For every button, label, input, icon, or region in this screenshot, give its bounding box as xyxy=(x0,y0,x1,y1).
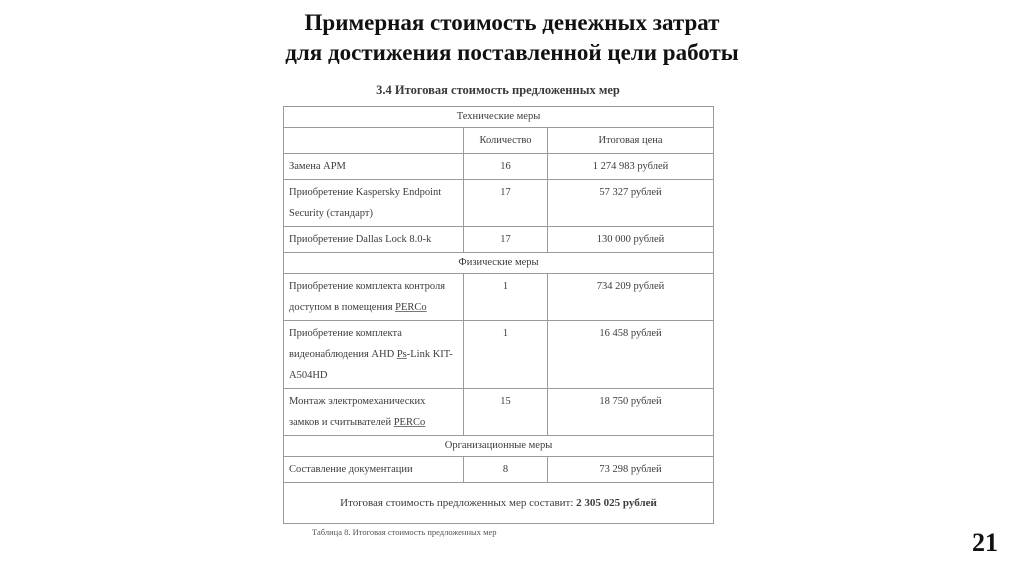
total-cell xyxy=(284,483,714,524)
section-label-physical: Физические меры xyxy=(284,253,714,274)
row-name-text: Приобретение комплекта видеонаблюдения AHD xyxy=(289,328,402,360)
row-quantity: 16 xyxy=(464,154,548,180)
row-quantity: 8 xyxy=(464,457,548,483)
section-label-organizational: Организационные меры xyxy=(284,436,714,457)
row-price: 130 000 рублей xyxy=(548,227,714,253)
table-row xyxy=(284,180,714,227)
table-row xyxy=(284,274,714,321)
row-name: Приобретение Kaspersky Endpoint Security (стандарт) xyxy=(284,180,464,227)
page-number: 21 xyxy=(972,528,998,557)
section-label-technical: Технические меры xyxy=(284,107,714,128)
row-quantity: 17 xyxy=(464,180,548,227)
row-price: 734 209 рублей xyxy=(548,274,714,321)
total-value: 2 305 025 рублей xyxy=(576,496,657,509)
row-name-text: Монтаж электромеханических замков и считывателей xyxy=(289,396,426,428)
table-row xyxy=(284,227,714,253)
row-price: 16 458 рублей xyxy=(548,321,714,389)
table-row xyxy=(284,457,714,483)
row-name xyxy=(284,321,464,389)
cost-table xyxy=(283,106,714,524)
row-quantity: 17 xyxy=(464,227,548,253)
row-name-brand: PERCo xyxy=(393,417,426,428)
table-row xyxy=(284,154,714,180)
row-name xyxy=(284,274,464,321)
row-price: 18 750 рублей xyxy=(548,389,714,436)
row-name: Составление документации xyxy=(284,457,464,483)
row-name-text: Приобретение комплекта контроля доступом в помещения xyxy=(289,281,446,313)
table-row xyxy=(284,321,714,389)
table-caption: Таблица 8. Итоговая стоимость предложенных мер xyxy=(312,527,497,537)
row-name: Замена АРМ xyxy=(284,154,464,180)
slide-title xyxy=(0,8,1024,68)
row-name xyxy=(284,389,464,436)
section-row-physical xyxy=(284,253,714,274)
total-label: Итоговая стоимость предложенных мер составит: xyxy=(340,496,577,509)
title-line-1: Примерная стоимость денежных затрат xyxy=(304,10,720,35)
section-row-organizational xyxy=(284,436,714,457)
row-quantity: 15 xyxy=(464,389,548,436)
section-row-technical xyxy=(284,107,714,128)
row-quantity: 1 xyxy=(464,321,548,389)
row-quantity: 1 xyxy=(464,274,548,321)
table-row xyxy=(284,389,714,436)
row-name: Приобретение Dallas Lock 8.0-k xyxy=(284,227,464,253)
row-price: 1 274 983 рублей xyxy=(548,154,714,180)
header-quantity: Количество xyxy=(464,128,548,154)
header-total-price: Итоговая цена xyxy=(548,128,714,154)
row-price: 57 327 рублей xyxy=(548,180,714,227)
row-name-brand: PERCo xyxy=(395,302,427,313)
row-price: 73 298 рублей xyxy=(548,457,714,483)
header-name-cell xyxy=(284,128,464,154)
header-row xyxy=(284,128,714,154)
total-row xyxy=(284,483,714,524)
row-name-brand: Ps xyxy=(396,349,407,360)
table-heading: 3.4 Итоговая стоимость предложенных мер xyxy=(376,83,620,97)
row-name-suffix: -Link KIT-A504HD xyxy=(289,349,453,381)
title-line-2: для достижения поставленной цели работы xyxy=(285,40,739,65)
